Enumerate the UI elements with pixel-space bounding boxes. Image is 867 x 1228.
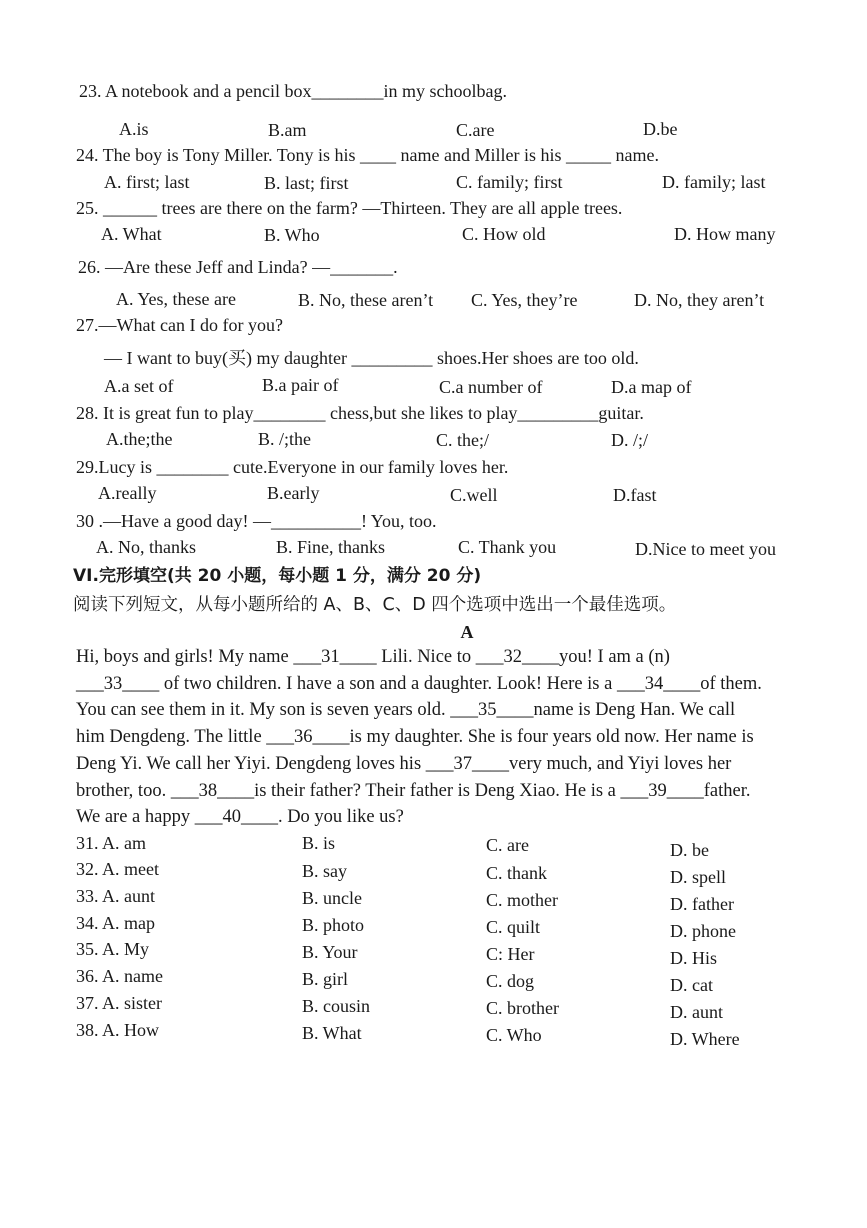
option-c: C. Yes, they’re xyxy=(471,290,578,310)
cloze-option-a: 38. A. How xyxy=(76,1020,160,1040)
cloze-option-d: D. spell xyxy=(670,867,726,887)
cloze-option-b: B. photo xyxy=(302,915,365,935)
question-stem: 26. —Are these Jeff and Linda? —_______. xyxy=(78,257,398,277)
option-d: D. No, they aren’t xyxy=(634,290,765,310)
option-b: B. /;the xyxy=(258,429,311,449)
cloze-option-b: B. cousin xyxy=(302,996,371,1016)
cloze-option-d: D. Where xyxy=(670,1029,740,1049)
cloze-option-c: C. mother xyxy=(486,890,558,910)
option-a: A. What xyxy=(101,224,162,244)
option-a: A.the;the xyxy=(106,429,173,449)
cloze-option-d: D. be xyxy=(670,840,709,860)
cloze-option-c: C. thank xyxy=(486,863,547,883)
option-d: D. How many xyxy=(674,224,776,244)
section-instruction: 阅读下列短文，从每小题所给的 A、B、C、D 四个选项中选出一个最佳选项。 xyxy=(73,595,677,615)
option-c: C.a number of xyxy=(439,377,543,397)
question-stem: 27.—What can I do for you? xyxy=(76,315,283,335)
cloze-option-a: 31. A. am xyxy=(76,833,146,853)
cloze-option-c: C. quilt xyxy=(486,917,541,937)
option-b: B.am xyxy=(268,120,307,140)
cloze-option-a: 33. A. aunt xyxy=(76,886,155,906)
option-d: D.Nice to meet you xyxy=(635,539,776,559)
option-d: D.be xyxy=(643,119,678,139)
option-b: B. No, these aren’t xyxy=(298,290,434,310)
option-b: B. Who xyxy=(264,225,320,245)
cloze-passage xyxy=(76,644,859,831)
cloze-option-d: D. cat xyxy=(670,975,713,995)
option-d: D.fast xyxy=(613,485,657,505)
cloze-option-c: C. brother xyxy=(486,998,559,1018)
section-title: VI.完形填空(共 20 小题，每小题 1 分，满分 20 分) xyxy=(73,566,482,586)
option-c: C.are xyxy=(456,120,495,140)
question-stem: 30 .—Have a good day! —__________! You, too. xyxy=(76,511,437,531)
option-a: A. No, thanks xyxy=(96,537,196,557)
cloze-option-b: B. is xyxy=(302,833,336,853)
question-stem: 29.Lucy is ________ cute.Everyone in our family loves her. xyxy=(76,457,509,477)
cloze-option-b: B. What xyxy=(302,1023,362,1043)
cloze-option-a: 36. A. name xyxy=(76,966,163,986)
question-stem: 25. ______ trees are there on the farm? —Thirteen. They are all apple trees. xyxy=(76,198,623,218)
passage-line: Hi, boys and girls! My name ___31____ Lili. Nice to ___32____you! I am a (n) xyxy=(76,647,670,667)
option-b: B. last; first xyxy=(264,173,349,193)
passage-line: ___33____ of two children. I have a son and a daughter. Look! Here is a ___34____of them. xyxy=(76,673,762,694)
cloze-option-c: C. are xyxy=(486,835,529,855)
passage-line: You can see them in it. My son is seven years old. ___35____name is Deng Han. We call xyxy=(76,700,736,721)
cloze-option-a: 34. A. map xyxy=(76,913,155,933)
option-c: C. the;/ xyxy=(436,430,489,450)
cloze-option-d: D. His xyxy=(670,948,718,968)
option-c: C. family; first xyxy=(456,172,563,192)
option-b: B.early xyxy=(267,483,320,503)
question-stem: 28. It is great fun to play________ chess,but she likes to play_________guitar. xyxy=(76,403,644,423)
cloze-option-d: D. aunt xyxy=(670,1002,723,1022)
cloze-option-b: B. uncle xyxy=(302,888,362,908)
passage-line: Deng Yi. We call her Yiyi. Dengdeng loves his ___37____very much, and Yiyi loves her xyxy=(76,753,732,774)
option-c: C. How old xyxy=(462,224,546,244)
cloze-option-c: C. dog xyxy=(486,971,535,991)
passage-label: A xyxy=(460,622,474,642)
option-c: C.well xyxy=(450,485,498,505)
option-b: B. Fine, thanks xyxy=(276,537,386,557)
option-a: A.really xyxy=(98,483,157,503)
option-d: D. /;/ xyxy=(611,430,649,450)
option-a: A. Yes, these are xyxy=(116,289,236,309)
passage-line: him Dengdeng. The little ___36____is my daughter. She is four years old now. Her name is xyxy=(76,727,754,748)
passage-line: brother, too. ___38____is their father? Their father is Deng Xiao. He is a ___39____father. xyxy=(76,780,751,801)
passage-line: We are a happy ___40____. Do you like us? xyxy=(76,807,404,828)
question-stem-continued: — I want to buy(买) my daughter _________ shoes.Her shoes are too old. xyxy=(104,348,639,368)
cloze-option-b: B. say xyxy=(302,861,347,881)
cloze-option-a: 37. A. sister xyxy=(76,993,163,1013)
cloze-option-a: 32. A. meet xyxy=(76,859,159,879)
cloze-option-b: B. Your xyxy=(302,942,358,962)
cloze-option-d: D. father xyxy=(670,894,734,914)
cloze-option-c: C: Her xyxy=(486,944,535,964)
option-d: D.a map of xyxy=(611,377,692,397)
option-c: C. Thank you xyxy=(458,537,557,557)
option-a: A. first; last xyxy=(104,172,190,192)
option-a: A.a set of xyxy=(104,376,174,396)
cloze-option-c: C. Who xyxy=(486,1025,542,1045)
question-stem: 24. The boy is Tony Miller. Tony is his ____ name and Miller is his _____ name. xyxy=(76,145,659,165)
cloze-option-d: D. phone xyxy=(670,921,736,941)
option-b: B.a pair of xyxy=(262,375,339,395)
option-a: A.is xyxy=(119,119,149,139)
cloze-option-b: B. girl xyxy=(302,969,349,989)
cloze-option-a: 35. A. My xyxy=(76,939,150,959)
option-d: D. family; last xyxy=(662,172,766,192)
question-stem: 23. A notebook and a pencil box________in my schoolbag. xyxy=(79,81,507,101)
